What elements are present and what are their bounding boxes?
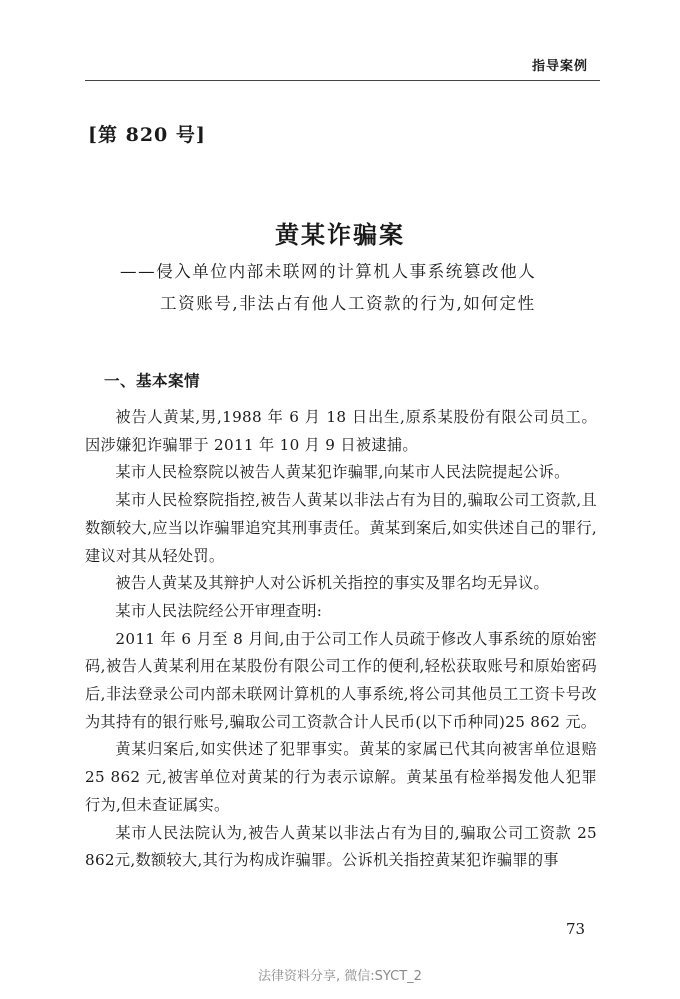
case-subtitle-line-2: 工资账号,非法占有他人工资款的行为,如何定性 [160, 294, 536, 313]
paragraph: 被告人黄某及其辩护人对公诉机关指控的事实及罪名均无异议。 [115, 574, 550, 593]
header-divider [85, 80, 600, 81]
paragraph: 黄某归案后,如实供述了犯罪事实。黄某的家属已代其向被害单位退赔 25 862 元,被害单位对黄某的行为表示谅解。黄某虽有检举揭发他人犯罪行为,但未查证属实。 [85, 740, 597, 814]
paragraph: 某市人民检察院指控,被告人黄某以非法占有为目的,骗取公司工资款,且数额较大,应当以诈骗罪追究其刑事责任。黄某到案后,如实供述自己的罪行,建议对其从轻处罚。 [85, 491, 597, 565]
case-number: [第 820 号] [88, 124, 206, 146]
paragraph: 2011 年 6 月至 8 月间,由于公司工作人员疏于修改人事系统的原始密码,被告人黄某利用在某股份有限公司工作的便利,轻松获取账号和原始密码后,非法登录公司内部未联网计算机的人事系统,将公司其他员工工资卡号改为其持有的银行账号,骗取公司工资款合计人民币(以下币种同)25 862 元。 [85, 629, 597, 731]
case-subtitle-line-1: ——侵入单位内部未联网的计算机人事系统篡改他人 [120, 262, 537, 281]
watermark: 法律资料分享, 微信:SYCT_2 [258, 969, 422, 984]
paragraph: 被告人黄某,男,1988 年 6 月 18 日出生,原系某股份有限公司员工。因涉嫌犯诈骗罪于 2011 年 10 月 9 日被逮捕。 [85, 408, 597, 454]
running-header-label: 指导案例 [532, 59, 589, 74]
case-title: 黄某诈骗案 [275, 220, 405, 249]
body-text [85, 404, 597, 875]
section-heading: 一、基本案情 [104, 372, 201, 390]
paragraph: 某市人民法院认为,被告人黄某以非法占有为目的,骗取公司工资款 25 862元,数额较大,其行为构成诈骗罪。公诉机关指控黄某犯诈骗罪的事 [85, 823, 597, 870]
page-number: 73 [566, 920, 586, 938]
paragraph: 某市人民法院经公开审理查明: [115, 601, 323, 620]
paragraph: 某市人民检察院以被告人黄某犯诈骗罪,向某市人民法院提起公诉。 [115, 463, 570, 482]
